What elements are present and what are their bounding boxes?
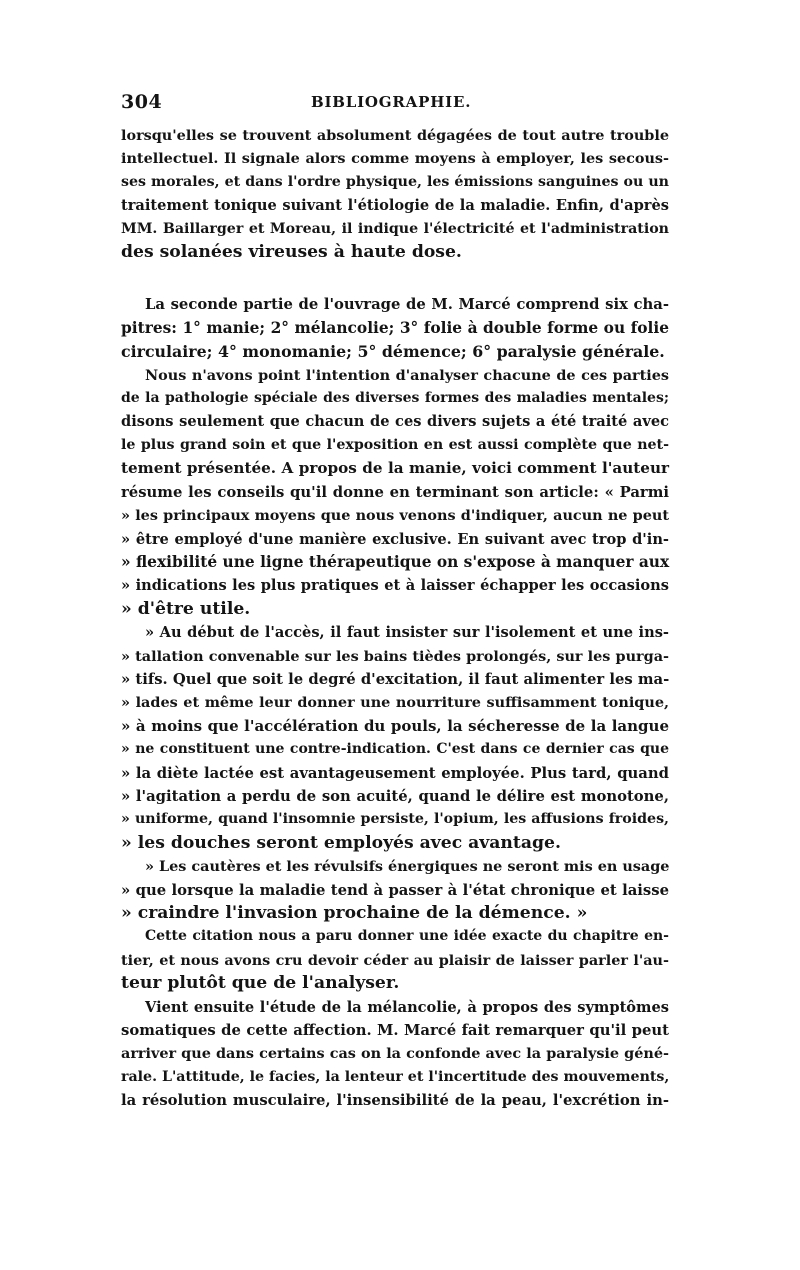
text-line: tement présentée. A propos de la manie, voici comment l'auteur xyxy=(121,459,669,478)
text-line: » les douches seront employés avec avantage. xyxy=(121,832,561,853)
text-line: » uniforme, quand l'insomnie persiste, l'opium, les affusions froides, xyxy=(121,811,669,828)
text-line: le plus grand soin et que l'exposition en est aussi complète que net- xyxy=(121,436,669,453)
text-line: traitement tonique suivant l'étiologie de la maladie. Enfin, d'après xyxy=(121,197,669,215)
text-line: » Au début de l'accès, il faut insister sur l'isolement et une ins- xyxy=(145,624,669,642)
text-line: » lades et même leur donner une nourriture suffisamment tonique, xyxy=(121,694,669,712)
text-line: » les principaux moyens que nous venons d'indiquer, aucun ne peut xyxy=(121,507,669,525)
text-line: Vient ensuite l'étude de la mélancolie, à propos des symptômes xyxy=(145,998,669,1016)
text-line: » Les cautères et les révulsifs énergiques ne seront mis en usage xyxy=(145,858,670,876)
text-line: de la pathologie spéciale des diverses formes des maladies mentales; xyxy=(121,390,669,407)
text-line: » indications les plus pratiques et à laisser échapper les occasions xyxy=(121,577,669,595)
text-line: circulaire; 4° monomanie; 5° démence; 6° paralysie générale. xyxy=(121,342,665,362)
text-line: Cette citation nous a paru donner une idée exacte du chapitre en- xyxy=(145,928,669,945)
text-line: » tallation convenable sur les bains tièdes prolongés, sur les purga- xyxy=(121,647,669,665)
paragraph xyxy=(121,855,669,925)
paragraph xyxy=(121,124,669,264)
text-line: la résolution musculaire, l'insensibilité de la peau, l'excrétion in- xyxy=(121,1092,669,1110)
text-line: » tifs. Quel que soit le degré d'excitation, il faut alimenter les ma- xyxy=(121,670,670,688)
text-line: arriver que dans certains cas on la confonde avec la paralysie géné- xyxy=(121,1045,669,1063)
text-line: disons seulement que chacun de ces divers sujets a été traité avec xyxy=(121,413,669,431)
text-line: » craindre l'invasion prochaine de la démence. » xyxy=(121,903,588,923)
page-body xyxy=(121,124,669,1113)
text-line: » flexibilité une ligne thérapeutique on s'expose à manquer aux xyxy=(121,552,670,571)
text-line: » la diète lactée est avantageusement employée. Plus tard, quand xyxy=(121,764,669,782)
running-title: BIBLIOGRAPHIE. xyxy=(311,93,472,111)
paragraph xyxy=(121,293,669,363)
page-number: 304 xyxy=(121,91,163,113)
paragraph xyxy=(121,996,669,1113)
paragraph xyxy=(121,621,669,855)
paragraph xyxy=(121,364,669,621)
text-line: intellectuel. Il signale alors comme moyens à employer, les secous- xyxy=(121,150,669,168)
page-header xyxy=(121,91,669,115)
text-line: pitres: 1° manie; 2° mélancolie; 3° folie à double forme ou folie xyxy=(121,318,669,337)
text-line: » l'agitation a perdu de son acuité, quand le délire est monotone, xyxy=(121,787,669,805)
text-line: des solanées vireuses à haute dose. xyxy=(121,242,462,263)
paragraph xyxy=(121,925,669,995)
text-line: » ne constituent une contre-indication. C'est dans ce dernier cas que xyxy=(121,741,669,758)
text-line: lorsqu'elles se trouvent absolument dégagées de tout autre trouble xyxy=(121,127,669,144)
text-line: rale. L'attitude, le facies, la lenteur et l'incertitude des mouvements, xyxy=(121,1068,670,1085)
text-line: » d'être utile. xyxy=(121,598,251,619)
text-line: Nous n'avons point l'intention d'analyser chacune de ces parties xyxy=(145,366,669,384)
text-line: résume les conseils qu'il donne en terminant son article: « Parmi xyxy=(121,483,669,501)
text-line: La seconde partie de l'ouvrage de M. Marcé comprend six cha- xyxy=(145,296,669,314)
text-line: » à moins que l'accélération du pouls, la sécheresse de la langue xyxy=(121,716,669,735)
text-line: somatiques de cette affection. M. Marcé fait remarquer qu'il peut xyxy=(121,1022,669,1040)
paragraph-gap xyxy=(121,264,669,293)
text-line: » que lorsque la maladie tend à passer à l'état chronique et laisse xyxy=(121,881,669,899)
text-line: » être employé d'une manière exclusive. En suivant avec trop d'in- xyxy=(121,530,669,548)
text-line: tier, et nous avons cru devoir céder au plaisir de laisser parler l'au- xyxy=(121,951,669,969)
text-line: ses morales, et dans l'ordre physique, les émissions sanguines ou un xyxy=(121,173,669,190)
text-line: MM. Baillarger et Moreau, il indique l'électricité et l'administration xyxy=(121,220,669,237)
text-line: teur plutôt que de l'analyser. xyxy=(121,973,400,994)
